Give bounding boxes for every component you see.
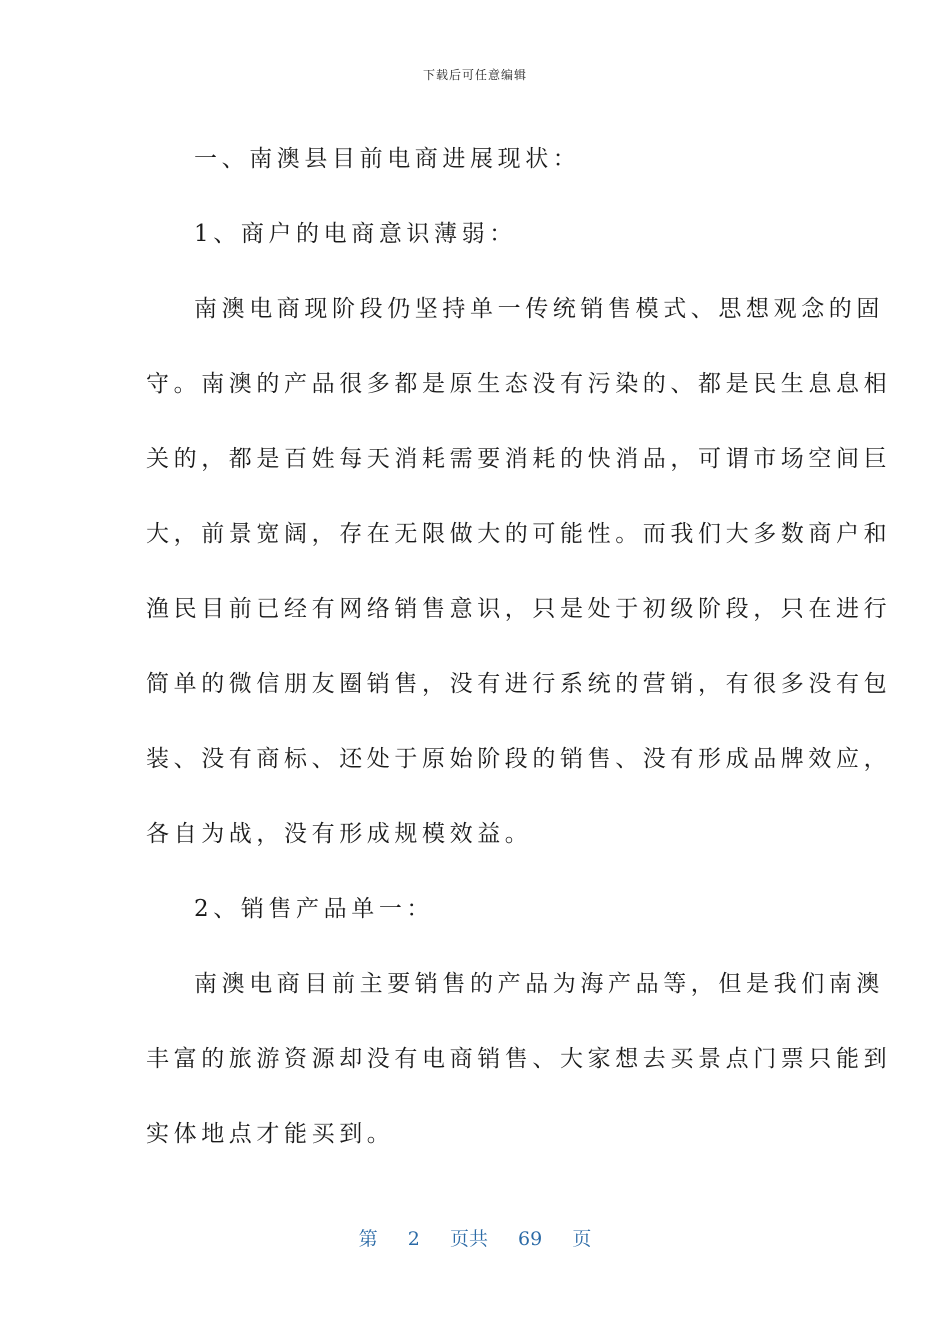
section-heading: 一、南澳县目前电商进展现状： [194,146,581,172]
paragraph-line: 各自为战，没有形成规模效益。 [146,821,533,847]
paragraph-line: 关的，都是百姓每天消耗需要消耗的快消品，可谓市场空间巨 [146,446,892,472]
paragraph-line: 丰富的旅游资源却没有电商销售、大家想去买景点门票只能到 [146,1046,892,1072]
page-number-footer [0,1224,950,1251]
footer-prefix: 第 [358,1228,378,1250]
subsection-heading: 1、商户的电商意识薄弱： [194,221,517,247]
paragraph-line: 简单的微信朋友圈销售，没有进行系统的营销，有很多没有包 [146,671,892,697]
subsection-heading: 2、销售产品单一： [194,896,435,922]
page-header-note: 下载后可任意编辑 [422,68,527,82]
document-body [146,122,892,1172]
footer-page-number: 2 [407,1228,420,1250]
footer-middle: 页共 [449,1228,488,1250]
footer-page-total: 69 [518,1228,543,1250]
paragraph-line: 守。南澳的产品很多都是原生态没有污染的、都是民生息息相 [146,371,892,397]
paragraph-line: 实体地点才能买到。 [146,1121,395,1147]
paragraph-line: 南澳电商现阶段仍坚持单一传统销售模式、思想观念的固 [194,296,884,322]
footer-suffix: 页 [572,1228,592,1250]
paragraph-line: 渔民目前已经有网络销售意识，只是处于初级阶段，只在进行 [146,596,892,622]
paragraph-line: 大，前景宽阔，存在无限做大的可能性。而我们大多数商户和 [146,521,892,547]
paragraph-line: 装、没有商标、还处于原始阶段的销售、没有形成品牌效应， [146,746,892,772]
paragraph-line: 南澳电商目前主要销售的产品为海产品等，但是我们南澳 [194,971,884,997]
